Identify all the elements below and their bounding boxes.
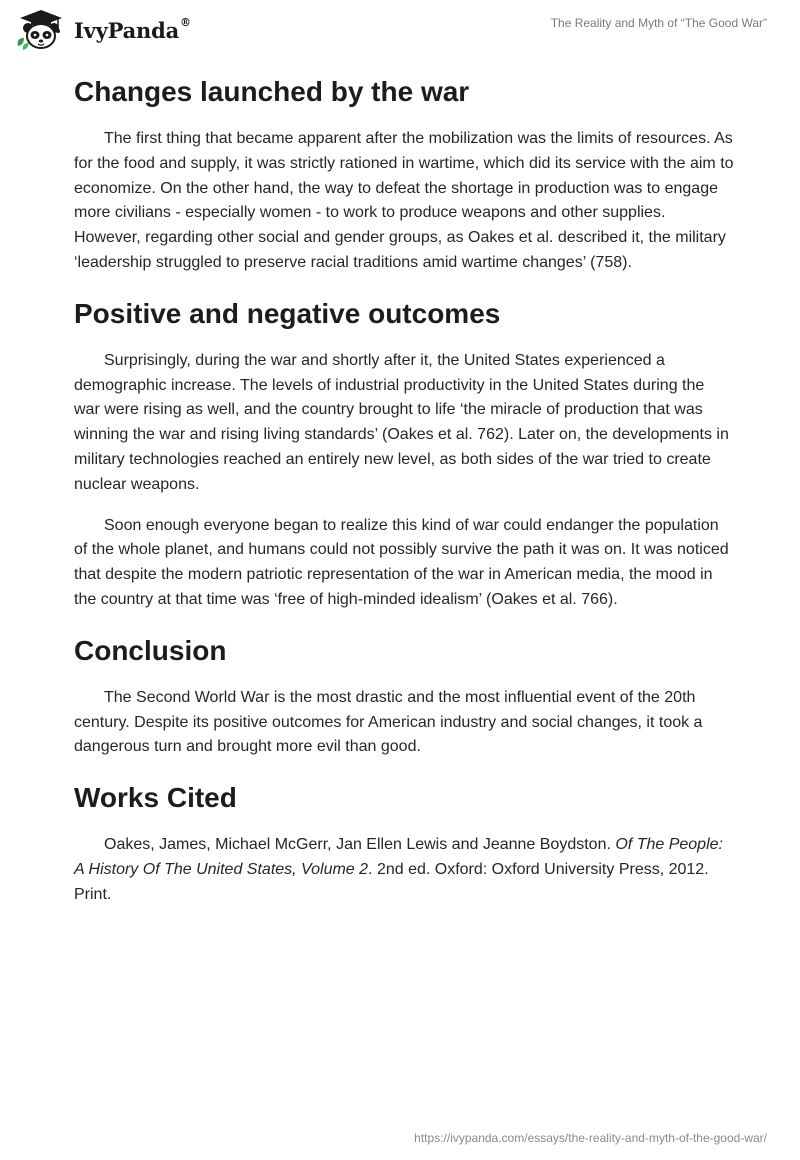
- page-header: [0, 0, 800, 70]
- citation-title: Of The People: A History Of The United States, Volume 2: [74, 836, 723, 878]
- paragraph: The first thing that became apparent after the mobilization was the limits of resources. As for the food and supply, it was strictly rationed in wartime, which did its service with the aim to economize. On the other hand, the way to defeat the shortage in production was to engage more civilians - especially women - to work to produce weapons and other supplies. However, regarding other social and gender groups, as Oakes et al. described it, the military ‘leadership struggled to preserve racial traditions amid wartime changes’ (758).: [74, 130, 734, 271]
- citation-details: . 2nd ed. Oxford: Oxford University Press, 2012. Print.: [74, 860, 709, 903]
- section-works-cited: [74, 780, 734, 907]
- essay-body: [74, 72, 734, 908]
- section-heading: Changes launched by the war: [74, 76, 470, 107]
- paragraph: Soon enough everyone began to realize this kind of war could endanger the population of the whole planet, and humans could not possibly survive the path it was on. It was noticed that despite the modern patriotic representation of the war in American media, the mood in the country at that time was ‘free of high-minded idealism’ (Oakes et al. 766).: [74, 516, 729, 608]
- section-outcomes: [74, 296, 734, 613]
- section-heading: Conclusion: [74, 634, 227, 666]
- panda-graduate-icon: [14, 8, 68, 52]
- paragraph: The Second World War is the most drastic and the most influential event of the 20th century. Despite its positive outcomes for American industry and social changes, it took a dangerous turn and brought more evil than good.: [74, 688, 703, 756]
- section-conclusion: [74, 633, 734, 760]
- document-title: The Reality and Myth of “The Good War”: [550, 16, 767, 30]
- citation-entry: [74, 833, 734, 907]
- ivypanda-logo[interactable]: [14, 8, 191, 52]
- section-changes: [74, 74, 734, 276]
- section-heading: Works Cited: [74, 782, 237, 814]
- source-url-link[interactable]: https://ivypanda.com/essays/the-reality-and-myth-of-the-good-war/: [414, 1131, 767, 1145]
- paragraph: Surprisingly, during the war and shortly after it, the United States experienced a demographic increase. The levels of industrial productivity in the United States during the war were rising as well, and the country brought to life ‘the miracle of production that was winning the war and rising living standards’ (Oakes et al. 762). Later on, the developments in military technologies reached an entirely new level, as both sides of the war tried to create nuclear weapons.: [74, 351, 729, 493]
- section-heading: Positive and negative outcomes: [74, 297, 501, 329]
- brand-name: IvyPanda®: [74, 15, 191, 43]
- registered-mark: ®: [180, 15, 191, 29]
- citation-authors: Oakes, James, Michael McGerr, Jan Ellen Lewis and Jeanne Boydston.: [104, 836, 616, 854]
